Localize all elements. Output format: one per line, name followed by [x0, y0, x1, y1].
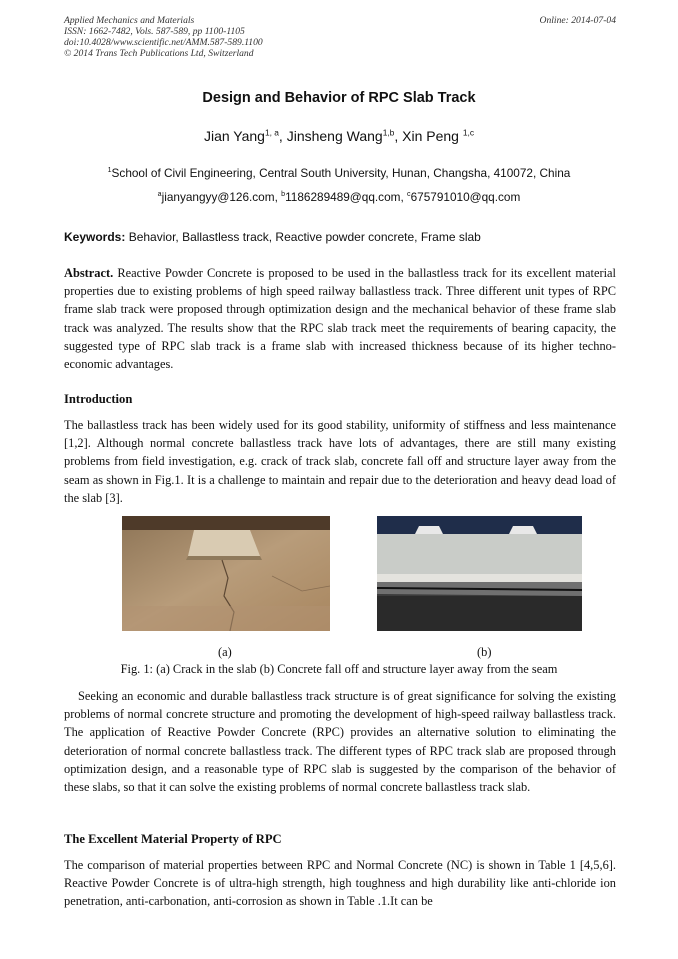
- keywords-label: Keywords:: [64, 230, 126, 244]
- paper-title: Design and Behavior of RPC Slab Track: [202, 90, 476, 106]
- online-date: Online: 2014-07-04: [539, 15, 616, 26]
- figure-caption: Fig. 1: (a) Crack in the slab (b) Concrete fall off and structure layer away from the seam: [120, 662, 558, 676]
- email-link[interactable]: 1186289489@qq.com: [285, 190, 401, 204]
- figure-label-b: (b): [477, 645, 492, 659]
- figure-photo-crack: [122, 516, 330, 631]
- affiliation-sup: 1: [107, 166, 112, 175]
- keywords-text: Behavior, Ballastless track, Reactive powder concrete, Frame slab: [128, 230, 481, 244]
- section-heading-introduction: Introduction: [64, 392, 133, 406]
- author-list: Jian Yang$^{1, a}$, Jinsheng Wang$^{1,b}$, Xin Peng $^{1,c}$: [203, 127, 475, 144]
- email-sup: b: [281, 190, 286, 199]
- author-name: Xin Peng: [402, 128, 459, 144]
- email-link[interactable]: 675791010@qq.com: [410, 190, 521, 204]
- affiliation: [0, 166, 678, 180]
- abstract-text: Reactive Powder Concrete is proposed to be used in the ballastless track for its excellent material properties due to existing problems of high speed railway ballastless track. Three different unit types of RPC frame slab track were proposed through optimization design and the mechanical behavior of these frame slab track was analyzed. The results show that the RPC slab track meet the requirements of bearing capacity, the suggested type of RPC slab track is a frame slab with increased thickness because of its higher techno-economic advantages.: [64, 266, 616, 372]
- doi-line: doi:10.4028/www.scientific.net/AMM.587-589.1100: [64, 37, 263, 48]
- keywords: [64, 230, 616, 244]
- author-sup: 1, a: [264, 127, 279, 138]
- email-list: $^a$jianyangyy@126.com, $^b$1186289489@qq.com, $^c$675791010@qq.com: [157, 190, 521, 204]
- author-sup: 1,c: [462, 127, 475, 138]
- abstract: [64, 264, 616, 373]
- figure-label-a: (a): [218, 645, 232, 659]
- intro-paragraph-1: The ballastless track has been widely used for its good stability, uniformity of stiffness and less maintenance [1,2]. Although normal concrete ballastless track have lots of advantages, there are still many existing problems from field investigation, e.g. crack of track slab, concrete fall off and structure layer away from the seam as shown in Fig.1. It is a challenge to maintain and repair due to the deterioration and heavy dead load of the slab [3].: [64, 418, 616, 505]
- issn-line: ISSN: 1662-7482, Vols. 587-589, pp 1100-1105: [64, 26, 245, 37]
- author-name: Jinsheng Wang: [286, 128, 383, 144]
- email-sup: a: [157, 190, 162, 199]
- author-sup: 1,b: [382, 127, 395, 138]
- copyright-line: © 2014 Trans Tech Publications Ltd, Switzerland: [64, 48, 254, 59]
- figure-photo-fall-off: [377, 516, 582, 631]
- email-sup: c: [407, 190, 411, 199]
- affiliation-text: School of Civil Engineering, Central South University, Hunan, Changsha, 410072, China: [111, 166, 571, 180]
- section-heading-material-property: The Excellent Material Property of RPC: [64, 832, 282, 846]
- author-name: Jian Yang: [203, 128, 265, 144]
- section2-paragraph-1: The comparison of material properties between RPC and Normal Concrete (NC) is shown in Table 1 [4,5,6]. Reactive Powder Concrete is of ultra-high strength, high toughness and high durability like anti-chloride ion penetration, anti-carbonation, anti-corrosion as shown in Table .1.It can be: [64, 858, 616, 909]
- running-header: [64, 15, 616, 59]
- email-link[interactable]: jianyangyy@126.com: [161, 190, 275, 204]
- intro-paragraph-2: Seeking an economic and durable ballastless track structure is of great significance for solving the existing problems of normal concrete structure and promoting the development of high-speed railway ballastless track. The application of Reactive Powder Concrete (RPC) provides an alternative solution to eliminating the deterioration of normal concrete ballastless track. The different types of RPC track slab are proposed through optimization design, and a reasonable type of RPC slab is suggested by the comparison of the behavior of these slabs, so that it can solve the existing problems of normal concrete ballastless track slab.: [64, 689, 616, 795]
- abstract-label: Abstract.: [64, 266, 114, 280]
- journal-name: Applied Mechanics and Materials: [64, 15, 195, 26]
